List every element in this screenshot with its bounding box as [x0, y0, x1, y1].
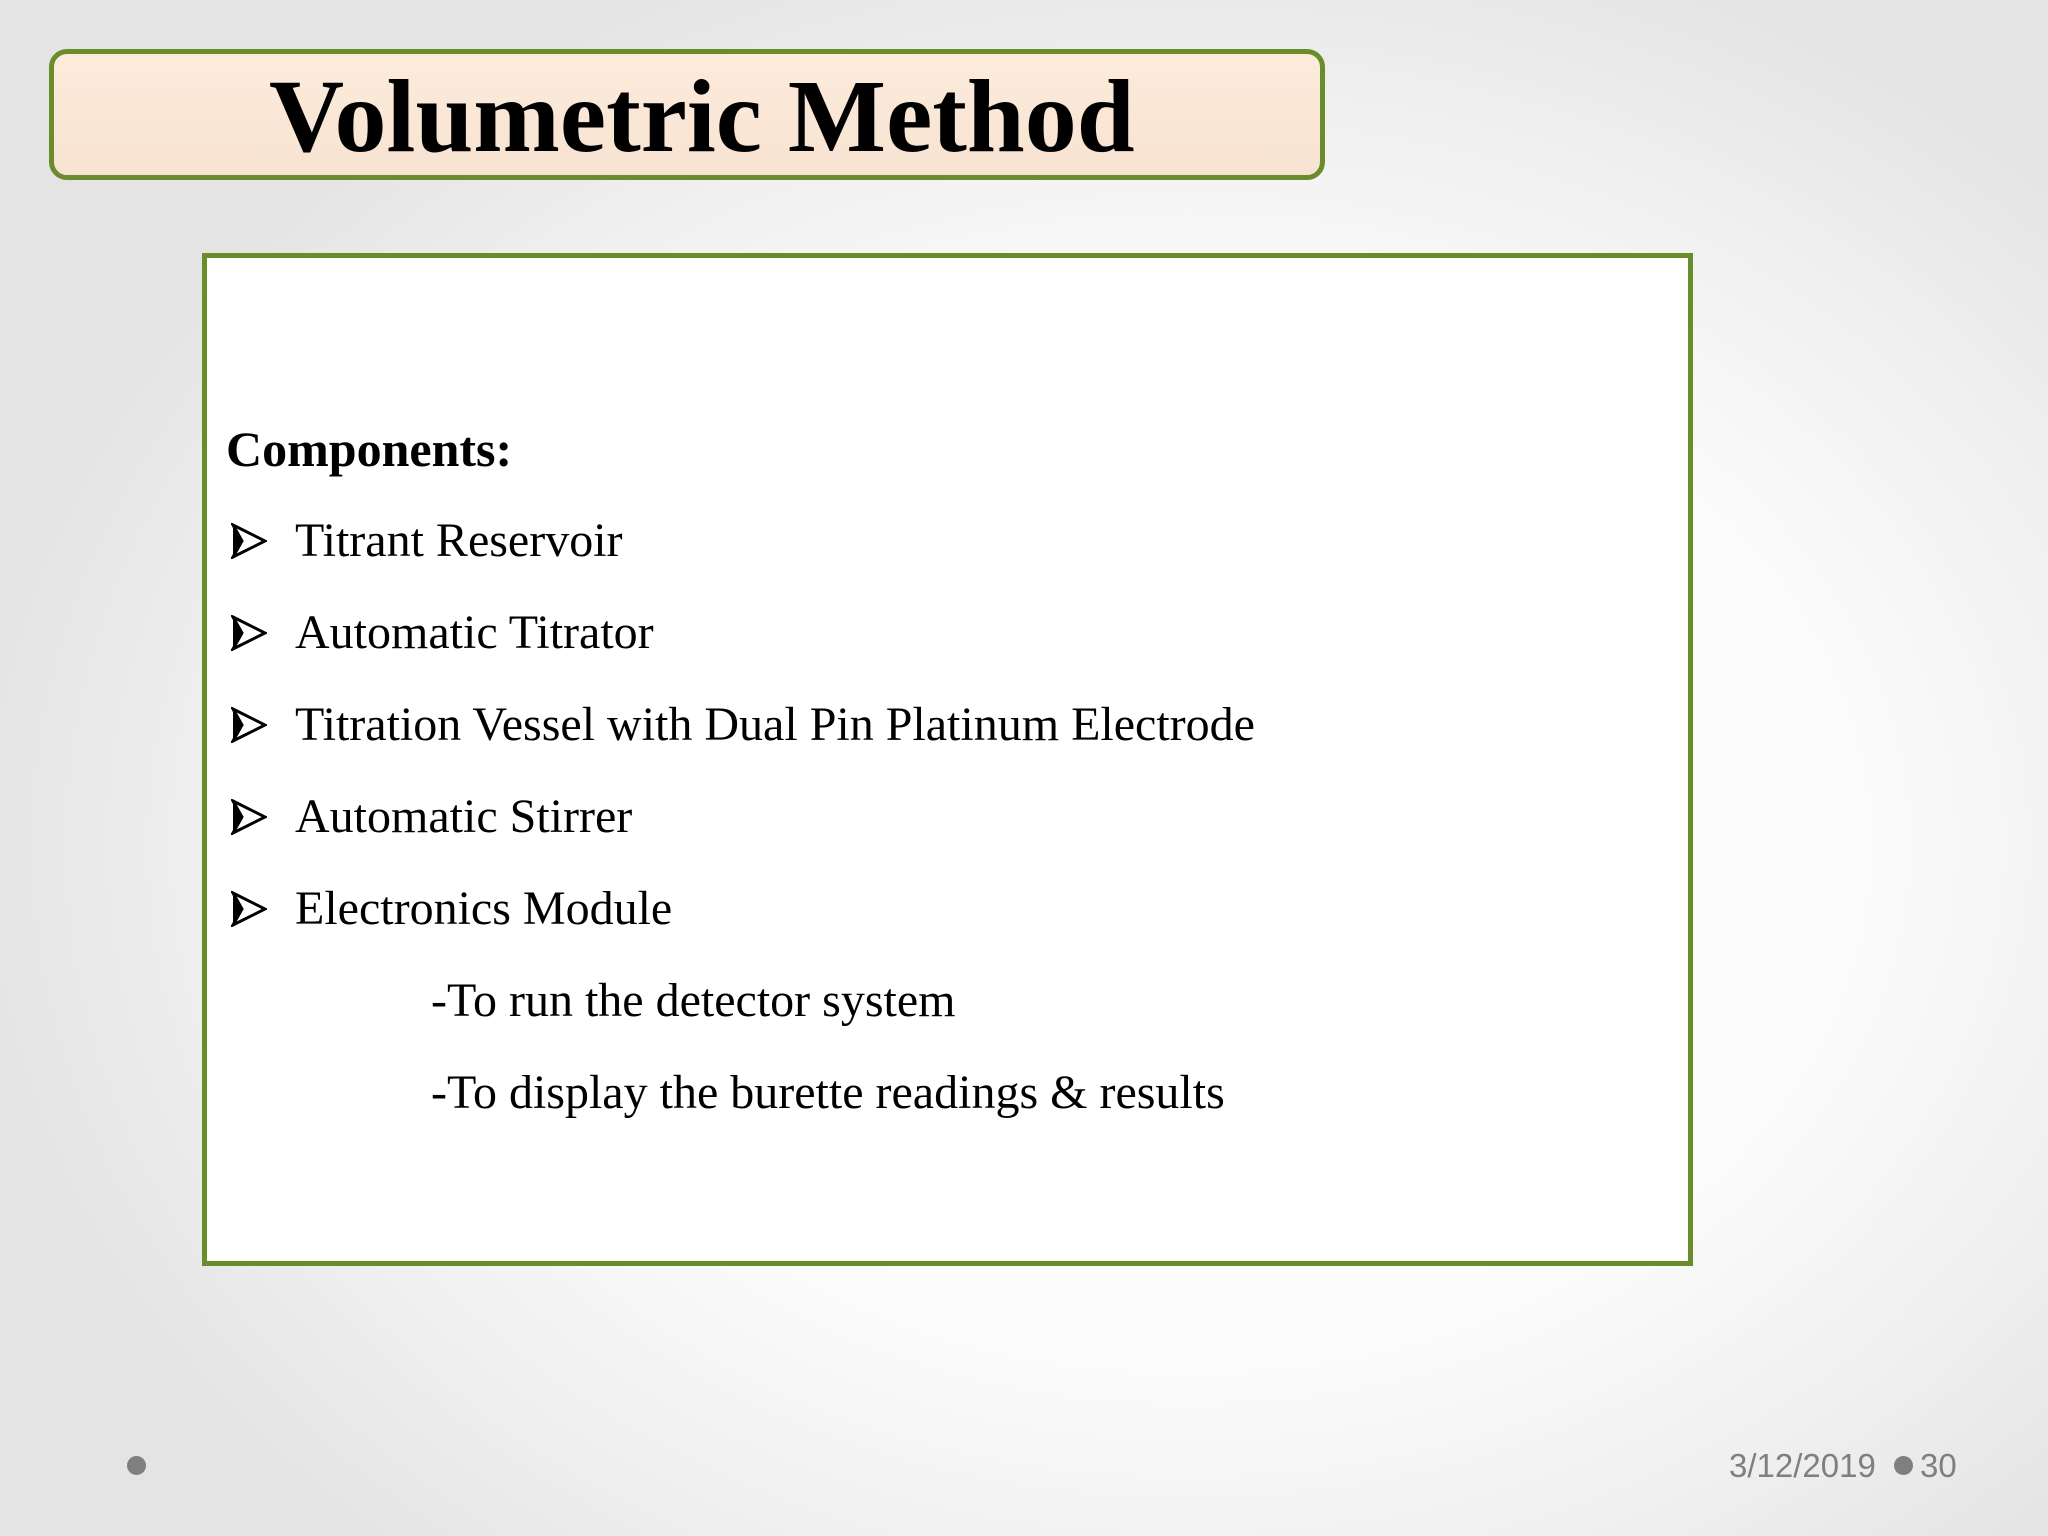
bullet-text: Automatic Titrator [295, 606, 654, 659]
arrow-bullet-icon [231, 891, 267, 927]
arrow-bullet-icon [231, 707, 267, 743]
slide-number: 30 [1920, 1447, 1957, 1484]
footer-date: 3/12/2019 [1729, 1447, 1876, 1484]
slide-title: Volumetric Method [269, 59, 1135, 174]
bullet-text: Titrant Reservoir [295, 514, 623, 567]
bullet-text: Automatic Stirrer [295, 790, 633, 843]
bullet-text: Electronics Module [295, 882, 673, 935]
sub-item: -To run the detector system [431, 974, 956, 1027]
arrow-bullet-icon [231, 523, 267, 559]
footer-left-dot [127, 1456, 146, 1475]
title-box [49, 49, 1325, 180]
content-box [202, 253, 1693, 1266]
arrow-bullet-icon [231, 799, 267, 835]
footer-separator-dot [1894, 1456, 1913, 1475]
bullet-text: Titration Vessel with Dual Pin Platinum Electrode [295, 698, 1255, 751]
components-heading: Components: [226, 421, 513, 477]
sub-item: -To display the burette readings & results [431, 1066, 1225, 1119]
arrow-bullet-icon [231, 615, 267, 651]
